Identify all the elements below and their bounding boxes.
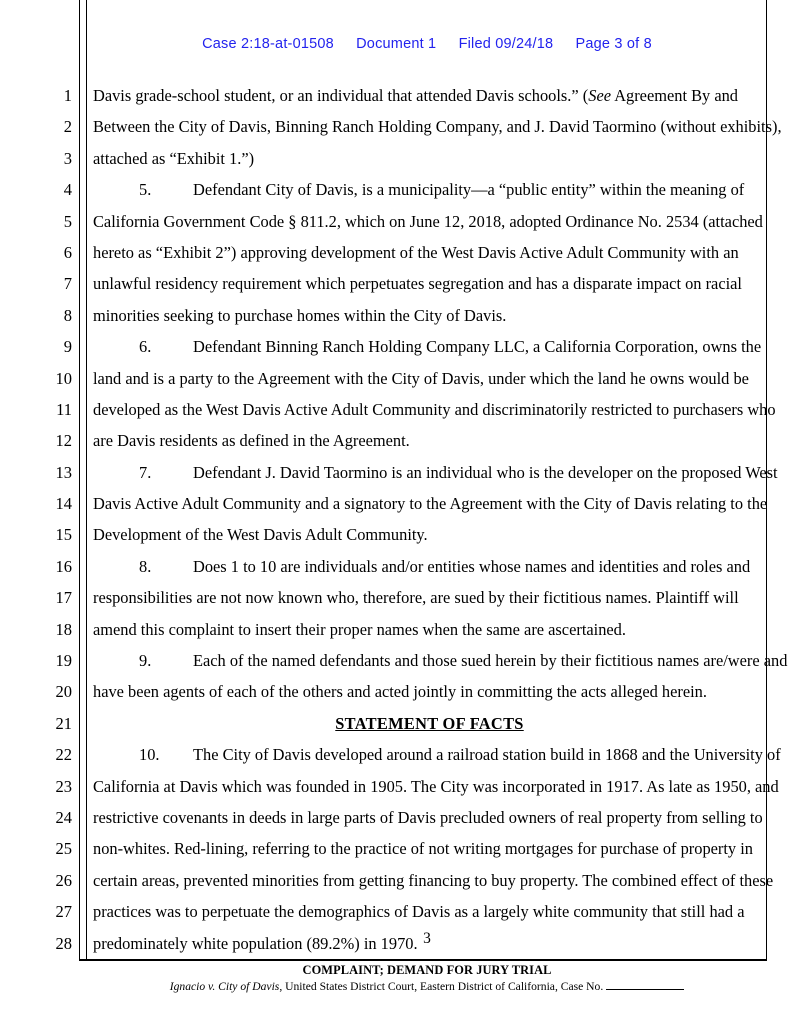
line-number: 3 (63, 148, 72, 168)
line-number: 4 (63, 180, 72, 200)
line-number: 24 (55, 807, 72, 827)
line-number: 13 (55, 462, 72, 482)
paragraph-number: 8. (139, 556, 152, 576)
pleading-line (0, 900, 800, 931)
line-number: 6 (63, 242, 72, 262)
pleading-line (0, 461, 800, 492)
pleading-line (0, 272, 800, 303)
line-text: restrictive covenants in deeds in large parts of Davis precluded owners of real property from selling to (93, 807, 763, 827)
footer-title: COMPLAINT; DEMAND FOR JURY TRIAL (302, 963, 552, 977)
pleading-line (0, 555, 800, 586)
line-number: 12 (55, 431, 72, 451)
footer-case-court: , United States District Court, Eastern District of California, Case No. (279, 980, 604, 993)
line-number: 28 (55, 933, 72, 953)
line-number: 9 (63, 337, 72, 357)
pleading-line (0, 806, 800, 837)
line-text: 5. Defendant City of Davis, is a municipality—a “public entity” within the meaning of (139, 180, 745, 200)
pleading-line-grid (0, 84, 800, 963)
line-text: certain areas, prevented minorities from getting financing to buy property. The combined effect of these (93, 870, 774, 890)
footer-divider-rule (79, 959, 767, 961)
section-heading-label: STATEMENT OF FACTS (335, 713, 524, 733)
line-text: 7. Defendant J. David Taormino is an individual who is the developer on the proposed West (139, 462, 778, 482)
line-text: California Government Code § 811.2, which on June 12, 2018, adopted Ordinance No. 2534 (attached (93, 211, 763, 231)
line-text: have been agents of each of the others and acted jointly in committing the acts alleged herein. (93, 682, 707, 702)
pleading-line (0, 618, 800, 649)
pleading-line (0, 492, 800, 523)
line-text: unlawful residency requirement which perpetuates segregation and has a disparate impact on racial (93, 274, 742, 294)
paragraph-number: 10. (139, 745, 160, 765)
citation-signal: See (588, 86, 611, 105)
line-text: 9. Each of the named defendants and those sued herein by their fictitious names are/were and (139, 651, 788, 671)
line-text: are Davis residents as defined in the Agreement. (93, 431, 410, 451)
footer-case-name: Ignacio v. City of Davis (169, 980, 280, 993)
pleading-line (0, 712, 800, 743)
line-text: practices was to perpetuate the demographics of Davis as a largely white community that still had a (93, 902, 745, 922)
pleading-line (0, 680, 800, 711)
line-text: predominately white population (89.2%) in 1970. (93, 933, 418, 953)
ecf-case-number: Case 2:18-at-01508 (202, 36, 334, 52)
line-text: Davis grade-school student, or an individual that attended Davis schools.” (See Agreement By and (93, 86, 738, 105)
line-number: 11 (56, 399, 72, 419)
pleading-line (0, 178, 800, 209)
pleading-line (0, 775, 800, 806)
pleading-line (0, 649, 800, 680)
line-text: California at Davis which was founded in 1905. The City was incorporated in 1917. As late as 1950, and (93, 776, 779, 796)
ecf-document-number: Document 1 (356, 36, 437, 52)
line-text: hereto as “Exhibit 2”) approving development of the West Davis Active Adult Community with an (93, 242, 739, 262)
line-number: 17 (55, 588, 72, 608)
ecf-filed-date: Filed 09/24/18 (458, 36, 554, 52)
line-text: Development of the West Davis Adult Community. (93, 525, 428, 545)
paragraph-number: 6. (139, 337, 152, 357)
paragraph-number: 5. (139, 180, 152, 200)
line-number: 14 (55, 494, 72, 514)
line-number: 27 (55, 902, 72, 922)
pleading-line (0, 429, 800, 460)
pleading-line (0, 335, 800, 366)
case-number-blank (606, 981, 684, 990)
line-text: minorities seeking to purchase homes within the City of Davis. (93, 305, 507, 325)
line-number: 15 (55, 525, 72, 545)
pleading-line (0, 523, 800, 554)
pleading-line (0, 304, 800, 335)
line-text: non-whites. Red-lining, referring to the practice of not writing mortgages for purchase of property in (93, 839, 753, 859)
line-text: 10. The City of Davis developed around a railroad station build in 1868 and the University of (139, 745, 781, 765)
pleading-line (0, 241, 800, 272)
line-number: 5 (63, 211, 72, 231)
line-number: 23 (55, 776, 72, 796)
document-footer (88, 963, 766, 993)
pleading-line (0, 586, 800, 617)
pleading-line (0, 84, 800, 115)
pleading-line (0, 743, 800, 774)
line-number: 21 (55, 713, 72, 733)
line-number: 19 (55, 651, 72, 671)
line-number: 18 (55, 619, 72, 639)
pleading-line (0, 210, 800, 241)
pleading-line (0, 837, 800, 868)
line-text: developed as the West Davis Active Adult Community and discriminatorily restricted to purchasers who (93, 399, 776, 419)
paragraph-number: 7. (139, 462, 152, 482)
line-number: 8 (63, 305, 72, 325)
line-number: 20 (55, 682, 72, 702)
line-text: responsibilities are not now known who, therefore, are sued by their fictitious names. Plaintiff will (93, 588, 739, 608)
line-text: land and is a party to the Agreement with the City of Davis, under which the land he owns would be (93, 368, 749, 388)
paragraph-number: 9. (139, 651, 152, 671)
line-number: 1 (63, 86, 72, 105)
line-text: attached as “Exhibit 1.”) (93, 148, 255, 168)
line-text: 6. Defendant Binning Ranch Holding Company LLC, a California Corporation, owns the (139, 337, 762, 357)
ecf-filing-stamp (88, 36, 766, 52)
line-number: 26 (55, 870, 72, 890)
line-text: Davis Active Adult Community and a signatory to the Agreement with the City of Davis relating to the (93, 494, 768, 514)
line-text: 8. Does 1 to 10 are individuals and/or entities whose names and identities and roles and (139, 556, 751, 576)
pleading-line (0, 367, 800, 398)
line-number: 7 (63, 274, 72, 294)
line-number: 25 (55, 839, 72, 859)
line-number: 10 (55, 368, 72, 388)
pleading-line (0, 115, 800, 146)
line-number: 16 (55, 556, 72, 576)
section-heading (93, 714, 766, 735)
pleading-line (0, 147, 800, 178)
line-text: Between the City of Davis, Binning Ranch Holding Company, and J. David Taormino (without exhibits), (93, 117, 782, 137)
line-text: amend this complaint to insert their proper names when the same are ascertained. (93, 619, 626, 639)
page-number: 3 (423, 930, 431, 947)
pleading-line (0, 398, 800, 429)
line-number: 22 (55, 745, 72, 765)
pleading-line (0, 869, 800, 900)
ecf-page-indicator: Page 3 of 8 (575, 36, 652, 52)
line-number: 2 (63, 117, 72, 137)
footer-case-caption (88, 980, 766, 993)
